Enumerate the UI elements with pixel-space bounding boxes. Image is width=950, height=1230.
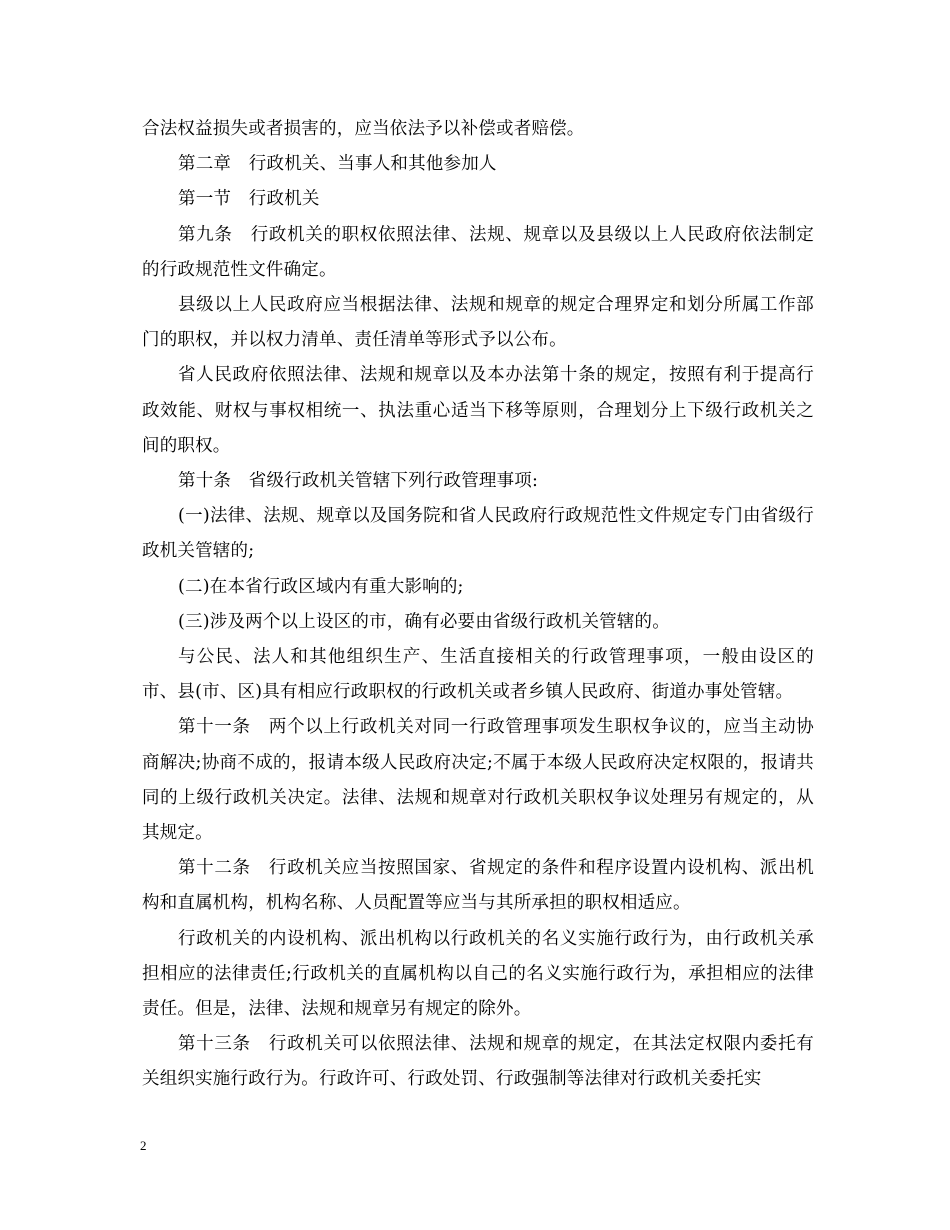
document-body <box>142 112 814 1098</box>
paragraph: 县级以上人民政府应当根据法律、法规和规章的规定合理界定和划分所属工作部门的职权，并以权力清单、责任清单等形式予以公布。 <box>142 295 814 351</box>
list-item: (三)涉及两个以上设区的市，确有必要由省级行政机关管辖的。 <box>178 611 670 632</box>
list-item: (一)法律、法规、规章以及国务院和省人民政府行政规范性文件规定专门由省级行政机关管辖的; <box>142 506 814 562</box>
page-number: 2 <box>140 1138 147 1153</box>
article-10: 第十条 省级行政机关管辖下列行政管理事项: <box>178 471 539 492</box>
article-9: 第九条 行政机关的职权依照法律、法规、规章以及县级以上人民政府依法制定的行政规范性文件确定。 <box>142 224 814 280</box>
section-heading: 第一节 行政机关 <box>178 189 320 210</box>
paragraph: 行政机关的内设机构、派出机构以行政机关的名义实施行政行为，由行政机关承担相应的法律责任;行政机关的直属机构以自己的名义实施行政行为，承担相应的法律责任。但是，法律、法规和规章另有规定的除外。 <box>142 928 814 1020</box>
article-12: 第十二条 行政机关应当按照国家、省规定的条件和程序设置内设机构、派出机构和直属机构，机构名称、人员配置等应当与其所承担的职权相适应。 <box>142 858 814 914</box>
article-11: 第十一条 两个以上行政机关对同一行政管理事项发生职权争议的，应当主动协商解决;协商不成的，报请本级人民政府决定;不属于本级人民政府决定权限的，报请共同的上级行政机关决定。法律、法规和规章对行政机关职权争议处理另有规定的，从其规定。 <box>142 717 814 844</box>
chapter-heading: 第二章 行政机关、当事人和其他参加人 <box>178 154 497 175</box>
paragraph: 合法权益损失或者损害的，应当依法予以补偿或者赔偿。 <box>142 119 585 139</box>
article-13: 第十三条 行政机关可以依照法律、法规和规章的规定，在其法定权限内委托有关组织实施行政行为。行政许可、行政处罚、行政强制等法律对行政机关委托实 <box>142 1034 814 1090</box>
paragraph: 与公民、法人和其他组织生产、生活直接相关的行政管理事项，一般由设区的市、县(市、区)具有相应行政职权的行政机关或者乡镇人民政府、街道办事处管辖。 <box>142 647 814 703</box>
list-item: (二)在本省行政区域内有重大影响的; <box>178 576 464 597</box>
paragraph: 省人民政府依照法律、法规和规章以及本办法第十条的规定，按照有利于提高行政效能、财权与事权相统一、执法重心适当下移等原则，合理划分上下级行政机关之间的职权。 <box>142 365 814 456</box>
